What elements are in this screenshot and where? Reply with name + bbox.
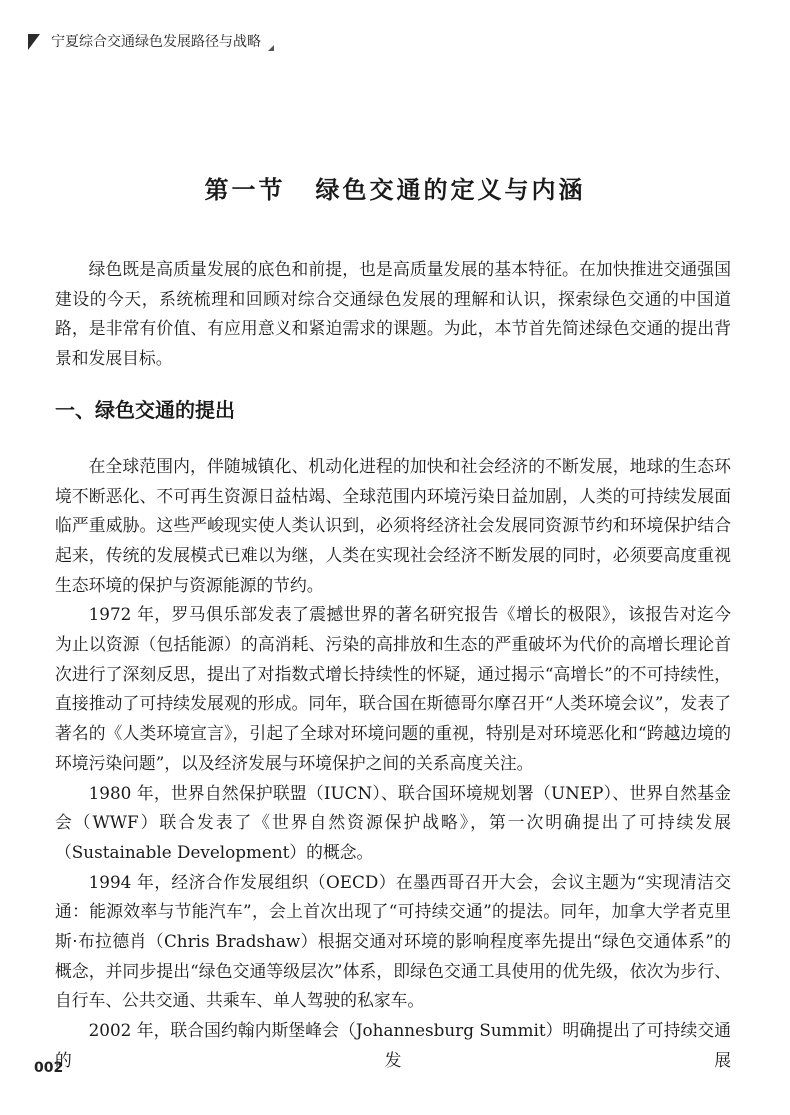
section-number: 第一节 (204, 176, 286, 204)
paragraph: 在全球范围内，伴随城镇化、机动化进程的加快和社会经济的不断发展，地球的生态环境不断恶化、不可再生资源日益枯竭、全球范围内环境污染日益加剧，人类的可持续发展面临严重威胁。这些严峻现实使人类认识到，必须将经济社会发展同资源节约和环境保护结合起来，传统的发展模式已难以为继，人类在实现社会经济不断发展的同时，必须要高度重视生态环境的保护与资源能源的节约。 (55, 455, 731, 595)
intro-paragraph: 绿色既是高质量发展的底色和前提，也是高质量发展的基本特征。在加快推进交通强国建设的今天，系统梳理和回顾对综合交通绿色发展的理解和认识，探索绿色交通的中国道路，是非常有价值、有应用意义和紧迫需求的课题。为此，本节首先简述绿色交通的提出背景和发展目标。 (55, 259, 731, 369)
running-head-title: 宁夏综合交通绿色发展路径与战略 (51, 34, 261, 50)
page-number: 002 (34, 1060, 64, 1076)
paragraph: 1994 年，经济合作发展组织（OECD）在墨西哥召开大会，会议主题为“实现清洁交通：能源效率与节能汽车”，会上首次出现了“可持续交通”的提法。同年，加拿大学者克里斯·布拉德肖（Chris Bradshaw）根据交通对环境的影响程度率先提出“绿色交通体系”的概念，并同步提出“绿色交通等级层次”体系，即绿色交通工具使用的优先级，依次为步行、自行车、公共交通、共乘车、单人驾驶的私家车。 (55, 871, 731, 1011)
section-title (0, 174, 790, 206)
body-text (55, 255, 731, 1076)
small-triangle-icon (268, 45, 274, 51)
paragraph: 1980 年，世界自然保护联盟（IUCN）、联合国环境规划署（UNEP）、世界自然基金会（WWF）联合发表了《世界自然资源保护战略》，第一次明确提出了可持续发展（Sustainable Development）的概念。 (55, 782, 731, 862)
subsection-heading: 一、绿色交通的提出 (55, 397, 235, 422)
paragraph: 1972 年，罗马俱乐部发表了震撼世界的著名研究报告《增长的极限》，该报告对迄今为止以资源（包括能源）的高消耗、污染的高排放和生态的严重破坏为代价的高增长理论首次进行了深刻反思，提出了对指数式增长持续性的怀疑，通过揭示“高增长”的不可持续性，直接推动了可持续发展观的形成。同年，联合国在斯德哥尔摩召开“人类环境会议”，发表了著名的《人类环境宣言》，引起了全球对环境问题的重视，特别是对环境恶化和“跨越边境的环境污染问题”，以及经济发展与环境保护之间的关系高度关注。 (55, 604, 731, 773)
section-name: 绿色交通的定义与内涵 (315, 176, 586, 204)
paragraph-continued: 2002 年，联合国约翰内斯堡峰会（Johannesburg Summit）明确提出了可持续交通的发展 (55, 1020, 731, 1070)
corner-triangle-icon (28, 34, 40, 50)
